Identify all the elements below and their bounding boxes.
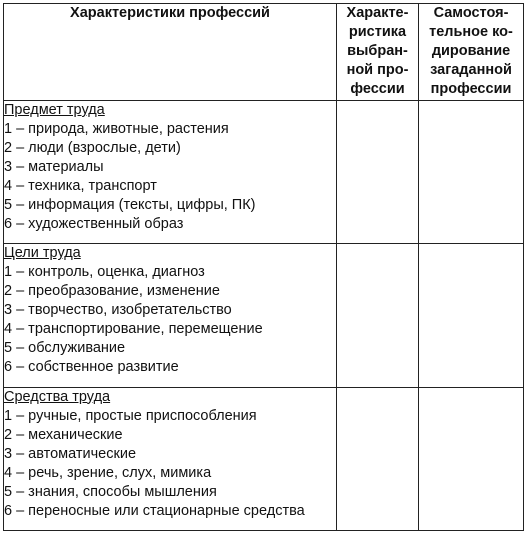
section-row-means: [4, 387, 524, 530]
header-self-coding: [419, 4, 524, 101]
chosen-profession-cell[interactable]: [337, 101, 419, 244]
header-line: ристика: [348, 24, 407, 40]
header-line: дирование: [431, 43, 511, 59]
list-item: 1 – ручные, простые приспособления: [4, 407, 257, 424]
section-means-of-labor: [4, 387, 337, 530]
list-item: 1 – природа, животные, растения: [4, 121, 229, 137]
section-title: Средства труда: [4, 388, 111, 405]
header-line: Самостоя-: [433, 5, 509, 21]
header-line: фессии: [350, 81, 405, 97]
list-item: 2 – люди (взрослые, дети): [4, 140, 181, 156]
chosen-profession-cell[interactable]: [337, 387, 419, 530]
list-item: 3 – автоматические: [4, 445, 137, 462]
section-row-goals: [4, 244, 524, 387]
self-coding-cell[interactable]: [419, 387, 524, 530]
list-item: 2 – механические: [4, 426, 123, 443]
list-item: 5 – знания, способы мышления: [4, 483, 217, 500]
list-item: 3 – творчество, изобретательство: [4, 302, 232, 319]
list-item: 4 – техника, транспорт: [4, 178, 157, 194]
section-title: Цели труда: [4, 245, 81, 262]
list-item: 3 – материалы: [4, 159, 104, 175]
list-item: 5 – обслуживание: [4, 340, 126, 357]
professions-table: [3, 3, 524, 531]
list-item: 4 – речь, зрение, слух, мимика: [4, 464, 212, 481]
section-goals-of-labor: [4, 244, 337, 387]
list-item: 5 – информация (тексты, цифры, ПК): [4, 197, 256, 213]
list-item: 2 – преобразование, изменение: [4, 283, 220, 300]
header-row: [4, 4, 524, 101]
header-line: профессии: [430, 81, 512, 97]
header-line: Характе-: [346, 5, 409, 21]
header-line: Характеристики профессий: [70, 5, 270, 21]
header-characteristics: [4, 4, 337, 101]
section-title: Предмет труда: [4, 102, 105, 118]
list-item: 6 – художественный образ: [4, 216, 184, 232]
list-item: 4 – транспортирование, перемещение: [4, 321, 263, 338]
section-subject-of-labor: [4, 101, 337, 244]
list-item: 6 – собственное развитие: [4, 359, 179, 376]
header-line: загаданной: [430, 62, 512, 78]
self-coding-cell[interactable]: [419, 101, 524, 244]
section-row-subject: [4, 101, 524, 244]
header-chosen-profession: [337, 4, 419, 101]
header-line: тельное ко-: [429, 24, 513, 40]
chosen-profession-cell[interactable]: [337, 244, 419, 387]
header-line: ной про-: [346, 62, 409, 78]
self-coding-cell[interactable]: [419, 244, 524, 387]
list-item: 1 – контроль, оценка, диагноз: [4, 264, 205, 281]
list-item: 6 – переносные или стационарные средства: [4, 502, 305, 519]
header-line: выбран-: [347, 43, 408, 59]
